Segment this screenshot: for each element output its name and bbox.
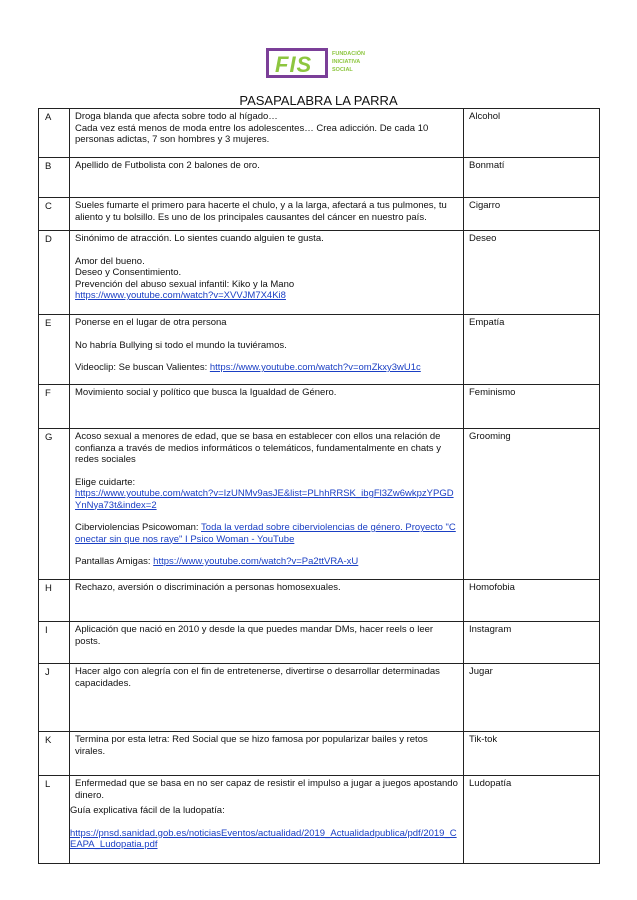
clue-line	[75, 290, 459, 302]
clue-line	[75, 488, 459, 511]
table-row	[39, 664, 600, 732]
table-row	[39, 622, 600, 664]
row-clue	[70, 622, 464, 664]
table-row	[39, 732, 600, 776]
row-clue	[70, 109, 464, 158]
clue-text: Ciberviolencias Psicowoman:	[75, 522, 202, 533]
row-letter: H	[39, 580, 70, 622]
clue-line	[75, 431, 459, 466]
row-letter: L	[39, 776, 70, 864]
clue-text: Cada vez está menos de moda entre los adolescentes… Crea adicción. De cada 10 personas adictas, 7 son hombres y 3 mujeres.	[75, 122, 429, 145]
logo-text-line: FUNDACIÓN	[332, 51, 365, 57]
clue-text: Pantallas Amigas:	[75, 556, 154, 567]
clue-text: Ponerse en el lugar de otra persona	[75, 317, 227, 328]
table-row	[39, 429, 600, 580]
table-row	[39, 776, 600, 864]
clue-line	[75, 666, 459, 689]
row-answer: Instagram	[464, 622, 600, 664]
row-answer: Homofobia	[464, 580, 600, 622]
row-answer: Alcohol	[464, 109, 600, 158]
blank-line	[75, 817, 459, 828]
logo-text-line: INICIATIVA	[332, 59, 361, 65]
row-letter: G	[39, 429, 70, 580]
clue-line	[70, 828, 459, 851]
row-clue	[70, 198, 464, 231]
pasapalabra-table	[38, 108, 600, 864]
logo-letters: FIS	[275, 52, 313, 77]
row-answer: Ludopatía	[464, 776, 600, 864]
row-letter: I	[39, 622, 70, 664]
clue-text: Droga blanda que afecta sobre todo al hígado…	[75, 111, 278, 122]
clue-text: Rechazo, aversión o discriminación a personas homosexuales.	[75, 582, 341, 593]
clue-text: Elige cuidarte:	[75, 476, 136, 488]
row-letter: C	[39, 198, 70, 231]
blank-line	[75, 511, 459, 522]
logo-text	[332, 50, 382, 74]
table-row	[39, 580, 600, 622]
clue-line	[75, 340, 459, 352]
row-letter: E	[39, 315, 70, 385]
clue-line	[75, 200, 459, 223]
row-answer: Deseo	[464, 231, 600, 315]
clue-text: Enfermedad que se basa en no ser capaz de resistir el impulso a jugar a juegos apostando dinero.	[75, 778, 458, 801]
video-link[interactable]: https://www.youtube.com/watch?v=omZkxy3wU1c	[209, 362, 421, 373]
clue-line	[75, 362, 459, 374]
row-answer: Bonmatí	[464, 158, 600, 198]
clue-text: Prevención del abuso sexual infantil: Kiko y la Mano	[75, 278, 295, 290]
table-row	[39, 315, 600, 385]
clue-line	[75, 734, 459, 757]
blank-line	[75, 545, 459, 556]
clue-line	[75, 111, 459, 123]
clue-text: Videoclip: Se buscan Valientes:	[75, 362, 210, 373]
row-clue	[70, 776, 464, 864]
clue-text: Aplicación que nació en 2010 y desde la que puedes mandar DMs, hacer reels o leer posts.	[75, 624, 434, 647]
clue-text: Deseo y Consentimiento.	[75, 267, 182, 278]
row-letter: K	[39, 732, 70, 776]
clue-line	[75, 279, 459, 291]
video-link[interactable]: https://www.youtube.com/watch?v=Pa2ttVRA-xU	[153, 556, 359, 567]
clue-line	[75, 267, 459, 279]
row-letter: D	[39, 231, 70, 315]
clue-text: Hacer algo con alegría con el fin de entretenerse, divertirse o desarrollar determinadas capacidades.	[75, 666, 440, 689]
clue-line	[75, 123, 459, 146]
row-answer: Tik-tok	[464, 732, 600, 776]
row-clue	[70, 580, 464, 622]
clue-text: Amor del bueno.	[75, 255, 145, 267]
clue-text: Movimiento social y político que busca la Igualdad de Género.	[75, 387, 337, 398]
clue-line	[75, 477, 459, 489]
video-link[interactable]: https://pnsd.sanidad.gob.es/noticiasEventos/actualidad/2019_Actualidadpublica/pdf/2019_CEAPA_Ludopatia.pdf	[70, 827, 457, 850]
row-answer: Feminismo	[464, 385, 600, 429]
clue-line	[75, 522, 459, 545]
clue-line	[75, 582, 459, 594]
clue-text: Guía explicativa fácil de la ludopatía:	[70, 805, 225, 816]
clue-line	[75, 160, 459, 172]
table-row	[39, 158, 600, 198]
video-link[interactable]: https://www.youtube.com/watch?v=XVVJM7X4Ki8	[75, 290, 286, 301]
page-title: PASAPALABRA LA PARRA	[239, 93, 398, 108]
clue-line	[75, 256, 459, 268]
blank-line	[75, 351, 459, 362]
clue-text: No habría Bullying si todo el mundo la tuviéramos.	[75, 339, 287, 351]
clue-line	[75, 556, 459, 568]
clue-line	[75, 778, 459, 801]
clue-line	[70, 805, 459, 817]
blank-line	[75, 329, 459, 340]
clue-text: Apellido de Futbolista con 2 balones de oro.	[75, 160, 260, 171]
row-answer: Cigarro	[464, 198, 600, 231]
clue-line	[75, 317, 459, 329]
row-letter: F	[39, 385, 70, 429]
table-row	[39, 198, 600, 231]
row-clue	[70, 664, 464, 732]
fis-logo	[266, 48, 376, 80]
clue-text: Sinónimo de atracción. Lo sientes cuando alguien te gusta.	[75, 233, 324, 244]
clue-line	[75, 387, 459, 399]
row-letter: J	[39, 664, 70, 732]
blank-line	[75, 245, 459, 256]
row-letter: A	[39, 109, 70, 158]
row-answer: Jugar	[464, 664, 600, 732]
video-link[interactable]: Toda la verdad sobre ciberviolencias de género. Proyecto "Conectar sin que nos raye" I Psico Woman - YouTube	[75, 522, 456, 545]
blank-line	[75, 466, 459, 477]
table-row	[39, 109, 600, 158]
row-answer: Grooming	[464, 429, 600, 580]
clue-text: Sueles fumarte el primero para hacerte el chulo, y a la larga, afectará a tus pulmones, tu aliento y tu bolsillo. Es uno de los principales causantes del cáncer en nuestro país.	[75, 200, 447, 223]
table-row	[39, 385, 600, 429]
row-clue	[70, 315, 464, 385]
table-row	[39, 231, 600, 315]
logo-text-line: SOCIAL	[332, 67, 353, 73]
clue-text: Acoso sexual a menores de edad, que se basa en establecer con ellos una relación de confianza a través de medios informáticos o telemáticos, fundamentalmente en chats y redes sociales	[75, 431, 441, 465]
row-clue	[70, 429, 464, 580]
video-link[interactable]: https://www.youtube.com/watch?v=IzUNMv9asJE&list=PLhhRRSK_ibgFl3Zw6wkpzYPGDYnNya73t&index=2	[75, 488, 454, 511]
clue-line	[75, 233, 459, 245]
row-clue	[70, 158, 464, 198]
clue-line	[75, 624, 459, 647]
row-clue	[70, 231, 464, 315]
row-answer: Empatía	[464, 315, 600, 385]
row-clue	[70, 385, 464, 429]
row-clue	[70, 732, 464, 776]
row-letter: B	[39, 158, 70, 198]
logo-frame	[266, 48, 328, 78]
clue-text: Termina por esta letra: Red Social que se hizo famosa por popularizar bailes y retos virales.	[75, 734, 428, 757]
